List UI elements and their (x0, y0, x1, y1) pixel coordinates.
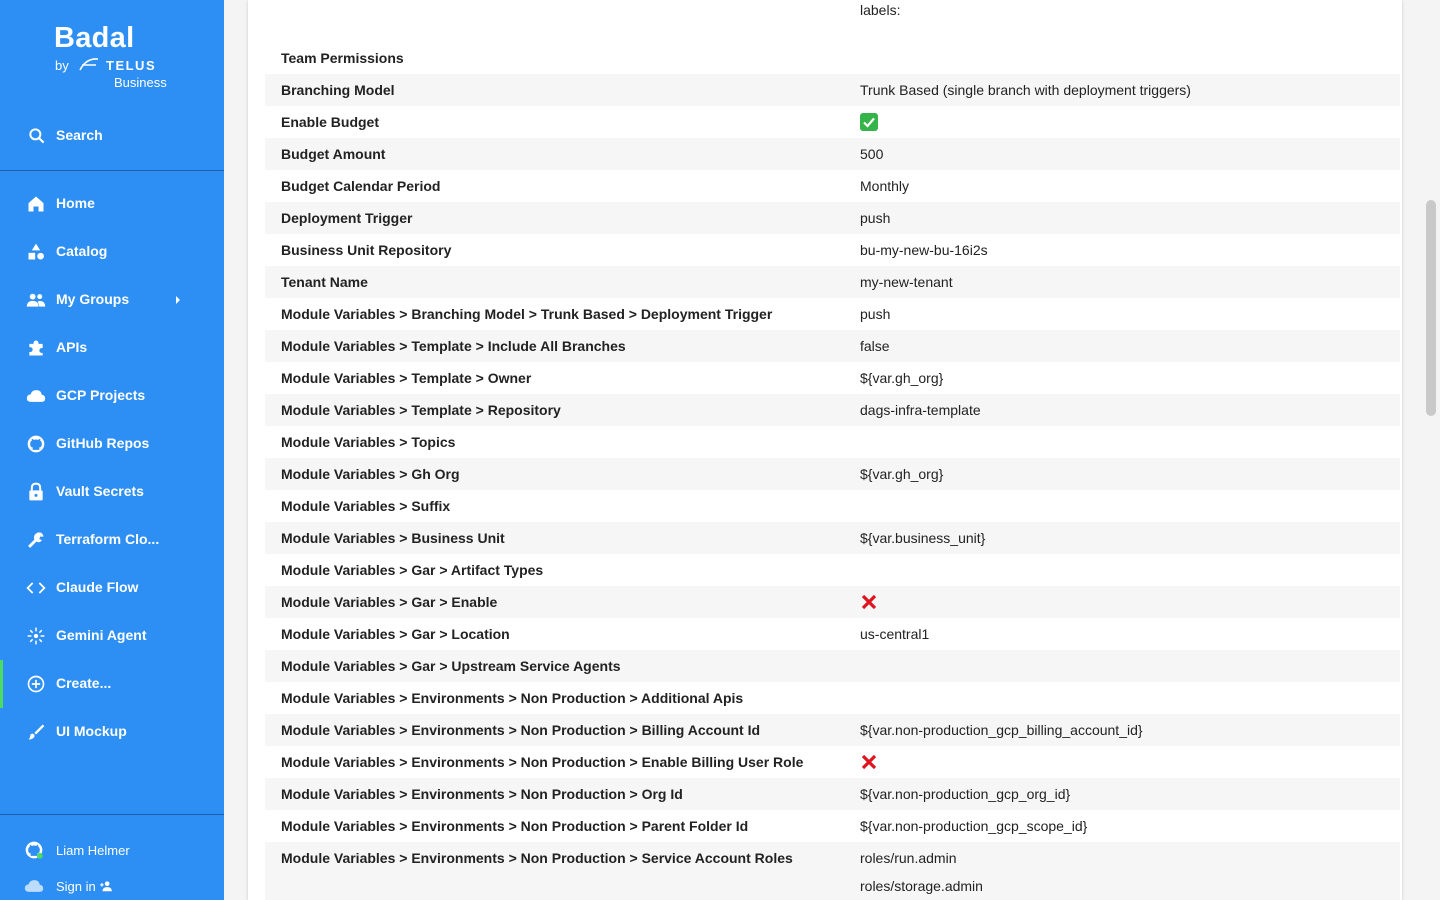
sign-in-button[interactable] (0, 872, 224, 900)
row-key: Module Variables > Environments > Non Production > Billing Account Id (281, 722, 761, 738)
row-value: ${var.business_unit} (860, 530, 986, 546)
sidebar-item-my-groups[interactable] (0, 276, 224, 324)
row-value: Trunk Based (single branch with deployment triggers) (860, 82, 1191, 98)
cloud-icon (25, 386, 47, 406)
row-key: Branching Model (281, 82, 395, 98)
row-value: ${var.gh_org} (860, 370, 944, 386)
table-row (265, 554, 1400, 586)
row-key: Module Variables > Branching Model > Trunk Based > Deployment Trigger (281, 306, 773, 322)
table-row (265, 330, 1400, 362)
table-row (265, 106, 1400, 138)
row-key: Deployment Trigger (281, 210, 413, 226)
sidebar-item-label: Claude Flow (56, 579, 139, 595)
add-person-icon (98, 879, 114, 893)
user-name: Liam Helmer (56, 843, 130, 858)
table-row (265, 490, 1400, 522)
table-row (265, 234, 1400, 266)
github-icon (25, 434, 47, 454)
catalog-icon (25, 242, 47, 262)
row-key: Module Variables > Gar > Upstream Service Agents (281, 658, 621, 674)
lock-icon (25, 482, 47, 502)
search-button[interactable] (0, 112, 224, 160)
table-row (265, 42, 1400, 74)
row-value: ${var.non-production_gcp_scope_id} (860, 818, 1088, 834)
table-row (265, 458, 1400, 490)
table-row (265, 586, 1400, 618)
details-card (248, 0, 1402, 900)
search-label: Search (56, 127, 103, 143)
row-key: Module Variables > Template > Include All Branches (281, 338, 626, 354)
row-value: labels: (860, 2, 901, 18)
search-icon (26, 126, 48, 146)
cross-icon (860, 753, 878, 771)
table-row (265, 522, 1400, 554)
table-row (265, 778, 1400, 810)
sidebar-item-label: Catalog (56, 243, 108, 259)
add-circle-icon (25, 674, 47, 694)
row-key: Module Variables > Gar > Location (281, 626, 510, 642)
table-row (265, 202, 1400, 234)
code-icon (25, 578, 47, 598)
telus-logo-icon (78, 56, 174, 74)
row-key: Module Variables > Business Unit (281, 530, 505, 546)
row-key: Module Variables > Gar > Artifact Types (281, 562, 544, 578)
table-row (265, 394, 1400, 426)
sidebar-divider (0, 170, 224, 171)
row-key: Module Variables > Environments > Non Production > Parent Folder Id (281, 818, 749, 834)
table-row (265, 650, 1400, 682)
sign-in-label: Sign in (56, 879, 96, 894)
sidebar-item-claude-flow[interactable] (0, 564, 224, 612)
cloud-icon (24, 876, 44, 896)
row-value: Monthly (860, 178, 910, 194)
table-row (265, 714, 1400, 746)
row-value: ${var.gh_org} (860, 466, 944, 482)
sidebar-item-gemini-agent[interactable] (0, 612, 224, 660)
sidebar-item-label: Terraform Clo... (56, 531, 160, 547)
row-value-2: roles/storage.admin (860, 878, 983, 894)
row-value: us-central1 (860, 626, 930, 642)
table-row (265, 618, 1400, 650)
sidebar-item-label: UI Mockup (56, 723, 127, 739)
row-value: dags-infra-template (860, 402, 981, 418)
logo-by: by (55, 58, 69, 73)
row-key: Module Variables > Suffix (281, 498, 451, 514)
row-key: Module Variables > Environments > Non Production > Service Account Roles (281, 850, 793, 866)
page-scrollbar[interactable] (1426, 200, 1436, 416)
table-row (265, 842, 1400, 900)
sidebar-item-label: My Groups (56, 291, 130, 307)
sidebar-item-label: APIs (56, 339, 88, 355)
sidebar-item-create[interactable] (0, 660, 224, 708)
sidebar-item-label: Vault Secrets (56, 483, 144, 499)
row-value: false (860, 338, 890, 354)
table-row (265, 266, 1400, 298)
sidebar-item-label: GCP Projects (56, 387, 146, 403)
table-row (265, 0, 1400, 42)
row-value: ${var.non-production_gcp_org_id} (860, 786, 1071, 802)
badal-logo[interactable] (54, 22, 184, 92)
sidebar-item-vault-secrets[interactable] (0, 468, 224, 516)
row-key: Module Variables > Environments > Non Production > Org Id (281, 786, 683, 802)
row-key: Module Variables > Template > Owner (281, 370, 532, 386)
row-value: ${var.non-production_gcp_billing_account_id} (860, 722, 1143, 738)
table-row (265, 746, 1400, 778)
logo-sub: Business (114, 75, 167, 90)
row-key: Module Variables > Template > Repository (281, 402, 561, 418)
sidebar-item-label: Create... (56, 675, 112, 691)
puzzle-icon (25, 338, 47, 358)
table-row (265, 426, 1400, 458)
check-icon (860, 113, 878, 131)
sidebar-item-github-repos[interactable] (0, 420, 224, 468)
row-key: Tenant Name (281, 274, 368, 290)
logo-brand: TELUS (106, 58, 157, 73)
sidebar-item-ui-mockup[interactable] (0, 708, 224, 756)
row-key: Module Variables > Environments > Non Production > Additional Apis (281, 690, 744, 706)
row-key: Budget Calendar Period (281, 178, 441, 194)
user-profile[interactable] (0, 836, 224, 864)
sidebar-bottom-divider (0, 814, 224, 815)
row-value: push (860, 210, 891, 226)
table-row (265, 298, 1400, 330)
row-key: Module Variables > Topics (281, 434, 456, 450)
table-row (265, 138, 1400, 170)
row-value: 500 (860, 146, 884, 162)
row-value: push (860, 306, 891, 322)
wrench-icon (25, 530, 47, 550)
sidebar-item-label: GitHub Repos (56, 435, 150, 451)
sidebar-item-label: Home (56, 195, 95, 211)
logo-name: Badal (54, 22, 135, 54)
sidebar-item-home[interactable] (0, 180, 224, 228)
sidebar-item-label: Gemini Agent (56, 627, 147, 643)
sparkle-icon (25, 626, 47, 646)
row-key: Enable Budget (281, 114, 380, 130)
sidebar-item-terraform-cloud[interactable] (0, 516, 224, 564)
row-key: Module Variables > Gar > Enable (281, 594, 498, 610)
sidebar-item-catalog[interactable] (0, 228, 224, 276)
table-row (265, 810, 1400, 842)
row-value: my-new-tenant (860, 274, 953, 290)
sidebar-item-gcp-projects[interactable] (0, 372, 224, 420)
github-avatar-icon (24, 840, 44, 860)
row-key: Team Permissions (281, 50, 404, 66)
table-row (265, 74, 1400, 106)
sidebar (0, 0, 224, 900)
table-row (265, 682, 1400, 714)
groups-icon (25, 290, 47, 310)
row-key: Budget Amount (281, 146, 386, 162)
row-key: Business Unit Repository (281, 242, 452, 258)
row-key: Module Variables > Gh Org (281, 466, 460, 482)
brush-icon (25, 722, 47, 742)
cross-icon (860, 593, 878, 611)
table-row (265, 170, 1400, 202)
sidebar-item-apis[interactable] (0, 324, 224, 372)
row-value: roles/run.admin (860, 850, 957, 866)
row-key: Module Variables > Environments > Non Production > Enable Billing User Role (281, 754, 804, 770)
chevron-right-icon[interactable] (174, 294, 182, 306)
home-icon (25, 194, 47, 214)
row-value: bu-my-new-bu-16i2s (860, 242, 988, 258)
table-row (265, 362, 1400, 394)
